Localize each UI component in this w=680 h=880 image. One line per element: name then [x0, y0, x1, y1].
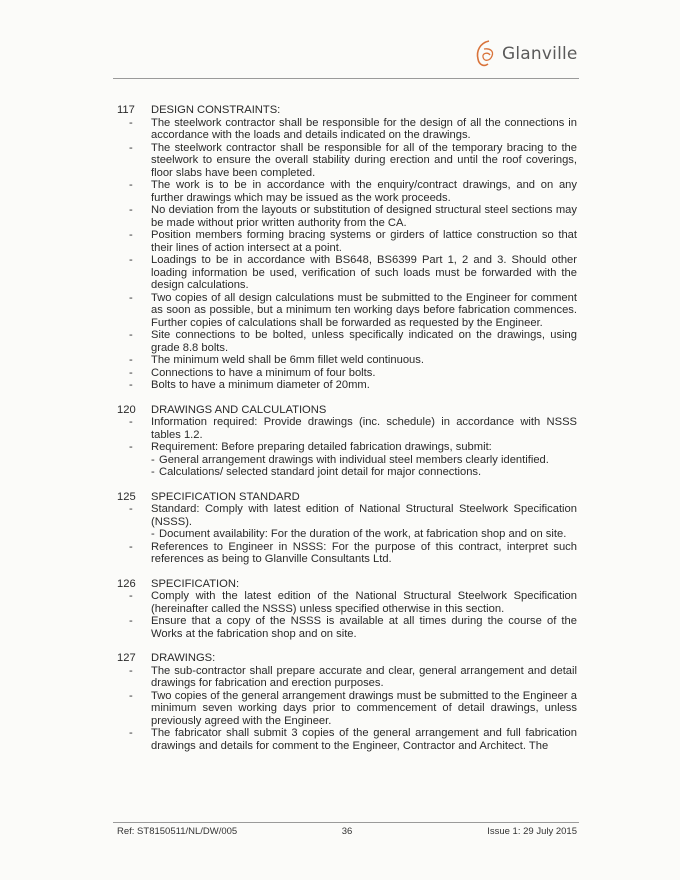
list-item-text: Two copies of the general arrangement drawings must be submitted to the Engineer a minimum seven working days prior to commencement of detail drawings, unless previously agreed with the Engineer.	[151, 689, 577, 727]
page-number: 36	[341, 826, 353, 837]
bullet-dash: -	[129, 590, 133, 602]
list-item-text: Bolts to have a minimum diameter of 20mm.	[151, 379, 370, 391]
section-title: DESIGN CONSTRAINTS:	[151, 104, 281, 116]
bullet-dash: -	[129, 179, 133, 191]
section-number: 120	[117, 403, 136, 416]
section-125	[117, 491, 577, 566]
list-item	[117, 727, 577, 752]
bullet-dash: -	[129, 540, 133, 553]
section-120	[117, 404, 577, 479]
list-item	[117, 179, 577, 204]
section-title: SPECIFICATION STANDARD	[151, 490, 300, 503]
section-126	[117, 578, 577, 641]
bullet-dash: -	[129, 379, 133, 391]
list-item	[117, 367, 577, 380]
list-item	[117, 379, 577, 392]
list-item-text: No deviation from the layouts or substitution of designed structural steel sections may be made without prior written authority from the CA.	[151, 204, 577, 229]
clause-list	[117, 665, 577, 753]
section-heading	[117, 652, 577, 665]
list-item	[117, 329, 577, 354]
list-item-text: The steelwork contractor shall be responsible for the design of all the connections in accordance with the loads and details indicated on the drawings.	[151, 116, 577, 141]
footer-reference: Ref: ST8150511/NL/DW/005	[117, 826, 238, 837]
section-heading	[117, 578, 577, 591]
page-footer	[117, 826, 577, 837]
section-title: DRAWINGS AND CALCULATIONS	[151, 403, 327, 416]
bullet-dash: -	[129, 354, 133, 366]
section-heading	[117, 104, 577, 117]
list-item-text: Position members forming bracing systems or girders of lattice construction so that their lines of action intersect at a point.	[151, 229, 577, 254]
list-item	[117, 615, 577, 640]
list-item	[117, 441, 577, 454]
list-item	[117, 204, 577, 229]
bullet-dash: -	[129, 441, 133, 453]
list-item-text: The work is to be in accordance with the enquiry/contract drawings, and on any further drawings which may be issued as the work proceeds.	[151, 179, 577, 204]
footer-divider	[113, 822, 579, 823]
bullet-dash: -	[129, 204, 133, 216]
sub-list-item	[117, 454, 577, 467]
bullet-dash: -	[129, 141, 133, 154]
list-item-text: The steelwork contractor shall be responsible for all of the temporary bracing to the steelwork to ensure the overall stability during erection and until the roof coverings, floor slabs have been completed.	[151, 141, 577, 179]
list-item-text: The minimum weld shall be 6mm fillet weld continuous.	[151, 354, 424, 366]
bullet-dash: -	[129, 116, 133, 129]
list-item	[117, 541, 577, 566]
clause-list	[117, 590, 577, 640]
list-item	[117, 142, 577, 180]
section-number: 125	[117, 490, 136, 503]
bullet-dash: -	[129, 366, 133, 379]
list-item-text: Standard: Comply with latest edition of National Structural Steelwork Specification (NSSS).	[151, 503, 577, 528]
list-item	[117, 503, 577, 528]
bullet-dash: -	[129, 689, 133, 702]
list-item-text: Comply with the latest edition of the National Structural Steelwork Specification (hereinafter called the NSSS) unless specified otherwise in this section.	[151, 590, 577, 615]
bullet-dash: -	[129, 229, 133, 241]
list-item	[117, 254, 577, 292]
section-number: 117	[117, 104, 135, 116]
section-117	[117, 104, 577, 392]
list-item	[117, 416, 577, 441]
list-item	[117, 590, 577, 615]
bullet-dash: -	[151, 453, 155, 466]
list-item-text: Site connections to be bolted, unless specifically indicated on the drawings, using grade 8.8 bolts.	[151, 329, 577, 354]
list-item	[117, 229, 577, 254]
bullet-dash: -	[129, 416, 133, 428]
bullet-dash: -	[129, 727, 133, 739]
section-number: 126	[117, 577, 136, 590]
list-item-text: Connections to have a minimum of four bolts.	[151, 366, 376, 379]
section-heading	[117, 404, 577, 417]
list-item	[117, 665, 577, 690]
bullet-dash: -	[129, 329, 133, 341]
list-item	[117, 292, 577, 330]
list-item-text: Two copies of all design calculations must be submitted to the Engineer for comment as soon as possible, but a minimum ten working days before fabrication commences. Further copies of calculations shall be forwarded as requested by the Engineer.	[151, 291, 577, 329]
list-item-text: References to Engineer in NSSS: For the purpose of this contract, interpret such references as being to Glanville Consultants Ltd.	[151, 540, 577, 565]
clause-list	[117, 117, 577, 392]
sub-list-item-text: General arrangement drawings with individual steel members clearly identified.	[159, 453, 549, 466]
sub-list-item-text: Calculations/ selected standard joint detail for major connections.	[159, 466, 482, 478]
clause-list	[117, 416, 577, 479]
section-title: DRAWINGS:	[151, 652, 216, 664]
list-item-text: Ensure that a copy of the NSSS is available at all times during the course of the Works at the fabrication shop and on site.	[151, 615, 577, 640]
bullet-dash: -	[129, 503, 133, 515]
list-item-text: Information required: Provide drawings (inc. schedule) in accordance with NSSS tables 1.2.	[151, 416, 577, 441]
section-heading	[117, 491, 577, 504]
section-127	[117, 652, 577, 752]
company-logo	[470, 36, 590, 72]
list-item-text: The sub-contractor shall prepare accurate and clear, general arrangement and detail drawings for fabrication and erection purposes.	[151, 664, 577, 689]
list-item-text: Requirement: Before preparing detailed fabrication drawings, submit:	[151, 441, 492, 453]
footer-issue-date: Issue 1: 29 July 2015	[487, 826, 577, 837]
list-item	[117, 690, 577, 728]
list-item	[117, 117, 577, 142]
bullet-dash: -	[151, 528, 155, 540]
list-item-text: The fabricator shall submit 3 copies of the general arrangement and full fabrication drawings and details for comment to the Engineer, Contractor and Architect. The	[151, 727, 577, 752]
section-number: 127	[117, 652, 136, 664]
document-body	[117, 104, 577, 764]
bullet-dash: -	[129, 615, 133, 627]
bullet-dash: -	[151, 466, 155, 478]
list-item-text: Loadings to be in accordance with BS648, BS6399 Part 1, 2 and 3. Should other loading information be used, verification of such loads must be forwarded with the design calculations.	[151, 254, 577, 291]
section-title: SPECIFICATION:	[151, 577, 240, 590]
sub-list-item	[117, 528, 577, 541]
list-item	[117, 354, 577, 367]
bullet-dash: -	[129, 664, 133, 677]
sub-list-item-text: Document availability: For the duration of the work, at fabrication shop and on site.	[159, 528, 567, 540]
bullet-dash: -	[129, 254, 133, 266]
clause-list	[117, 503, 577, 566]
header-divider	[113, 78, 579, 79]
glanville-logo-icon	[470, 37, 500, 71]
logo-text: Glanville	[502, 44, 578, 64]
sub-list-item	[117, 466, 577, 479]
bullet-dash: -	[129, 291, 133, 304]
